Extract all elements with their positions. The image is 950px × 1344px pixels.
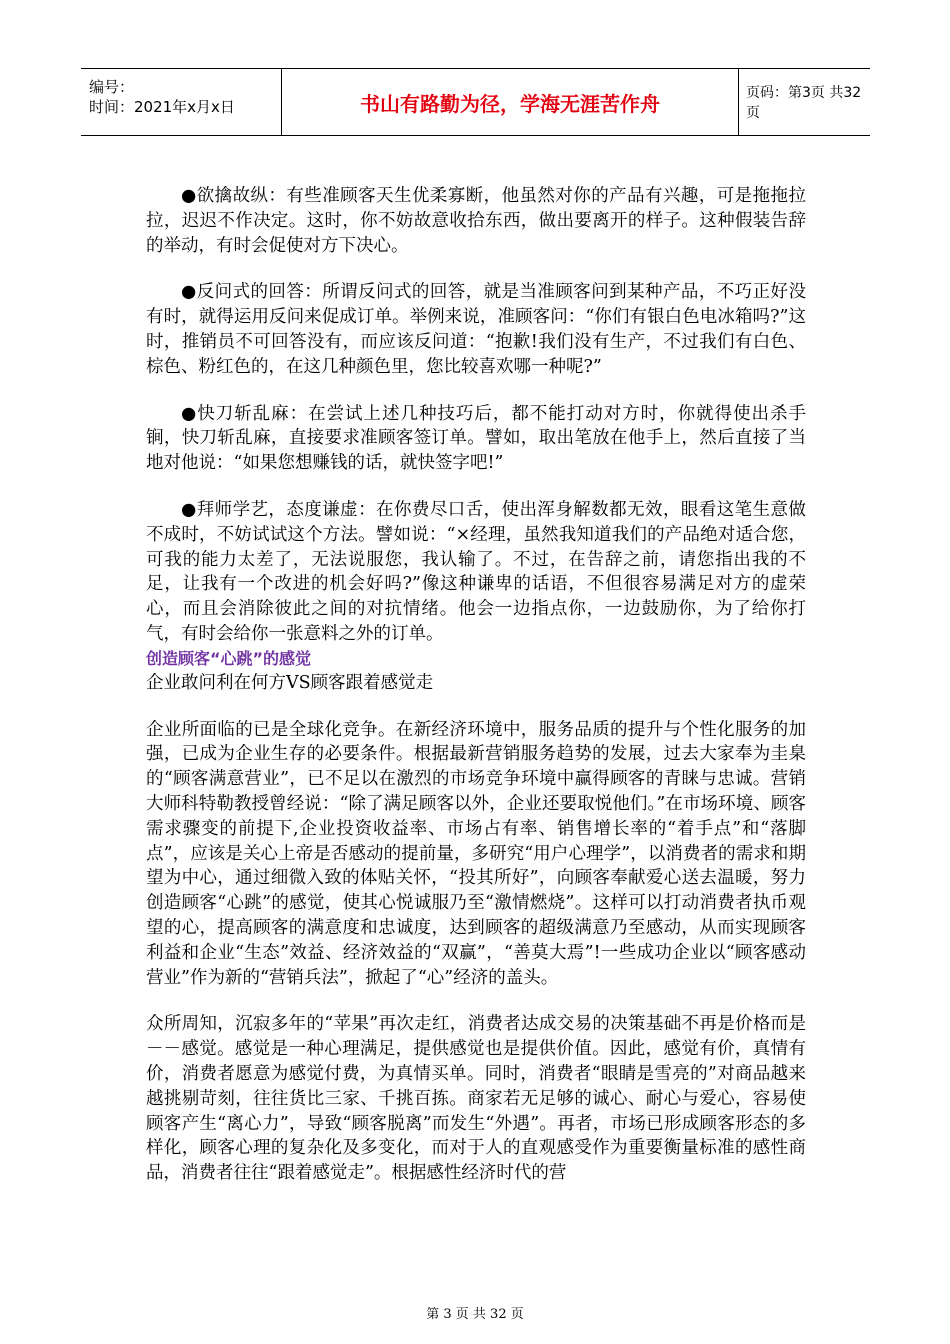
document-time-label: 时间：2021年x月x日 (89, 98, 235, 116)
paragraph-apple-feeling: 众所周知，沉寂多年的“苹果”再次走红，消费者达成交易的决策基础不再是价格而是－－感觉。感觉是一种心理满足，提供感觉也是提供价值。因此，感觉有价，真情有价，消费者愿意为感觉付费，为真情买单。同时，消费者“眼睛是雪亮的”对商品越来越挑剔苛刻，往往货比三家、千挑百拣。商家若无足够的诚心、耐心与爱心，容易使顾客产生“离心力”，导致“顾客脱离”而发生“外遇”。再者，市场已形成顾客形态的多样化，顾客心理的复杂化及多变化，而对于人的直观感受作为重要衡量标准的感性商品，消费者往往“跟着感觉走”。根据感性经济时代的营 (146, 1014, 806, 1184)
paragraph-baishi-xueyi: ●拜师学艺，态度谦虚：在你费尽口舌，使出浑身解数都无效，眼看这笔生意做不成时，不妨试试这个方法。譬如说：“×经理，虽然我知道我们的产品绝对适合您，可我的能力太差了，无法说服您，我认输了。不过，在告辞之前，请您指出我的不足，让我有一个改进的机会好吗?”像这种谦卑的话语，不但很容易满足对方的虚荣心，而且会消除彼此之间的对抗情绪。他会一边指点你，一边鼓励你，为了给你打气，有时会给你一张意料之外的订单。 (146, 499, 806, 644)
paragraph-fanwen-huida: ●反问式的回答：所谓反问式的回答，就是当准顾客问到某种产品，不巧正好没有时，就得运用反问来促成订单。举例来说，准顾客问：“你们有银白色电冰箱吗?”这时，推销员不可回答没有，而应该反问道：“抱歉!我们没有生产，不过我们有白色、棕色、粉红色的，在这几种颜色里，您比较喜欢哪一种呢?” (146, 282, 806, 377)
paragraph-yuqin-guzong: ●欲擒故纵：有些准顾客天生优柔寡断，他虽然对你的产品有兴趣，可是拖拖拉拉，迟迟不作决定。这时，你不妨故意收拾东西，做出要离开的样子。这种假装告辞的举动，有时会促使对方下决心。 (146, 186, 806, 256)
page-footer: 第 3 页 共 32 页 (426, 1307, 524, 1322)
header-page-info: 页码：第3页 共32页 (746, 85, 862, 121)
page-header (81, 68, 870, 136)
document-number-label: 编号： (89, 78, 135, 96)
header-motto: 书山有路勤为径，学海无涯苦作舟 (282, 69, 739, 135)
document-body (146, 184, 806, 1186)
header-meta (81, 69, 282, 135)
paragraph-kuaidao-zhanluanma: ●快刀斩乱麻：在尝试上述几种技巧后，都不能打动对方时，你就得使出杀手锏，快刀斩乱麻，直接要求准顾客签订单。譬如，取出笔放在他手上，然后直接了当地对他说：“如果您想赚钱的话，就快签字吧!” (146, 403, 806, 474)
paragraph-global-competition: 企业所面临的已是全球化竞争。在新经济环境中，服务品质的提升与个性化服务的加强，已成为企业生存的必要条件。根据最新营销服务趋势的发展，过去大家奉为圭臬的“顾客满意营业”，已不足以在激烈的市场竞争环境中赢得顾客的青睐与忠诚。营销大师科特勒教授曾经说：“除了满足顾客以外，企业还要取悦他们。”在市场环境、顾客需求骤变的前提下,企业投资收益率、市场占有率、销售增长率的“着手点”和“落脚点”，应该是关心上帝是否感动的提前量，多研究“用户心理学”，以消费者的需求和期望为中心，通过细微入致的体贴关怀，“投其所好”，向顾客奉献爱心送去温暖，努力创造顾客“心跳”的感觉，使其心悦诚服乃至“激情燃烧”。这样可以打动消费者执币观望的心，提高顾客的满意度和忠诚度，达到顾客的超级满意乃至感动，从而实现顾客利益和企业“生态”效益、经济效益的“双赢”，“善莫大焉”!一些成功企业以“顾客感动营业”作为新的“营销兵法”，掀起了“心”经济的盖头。 (146, 719, 806, 988)
section-subtitle: 企业敢问利在何方VS顾客跟着感觉走 (146, 672, 434, 693)
section-heading: 创造顾客“心跳”的感觉 (146, 648, 312, 668)
